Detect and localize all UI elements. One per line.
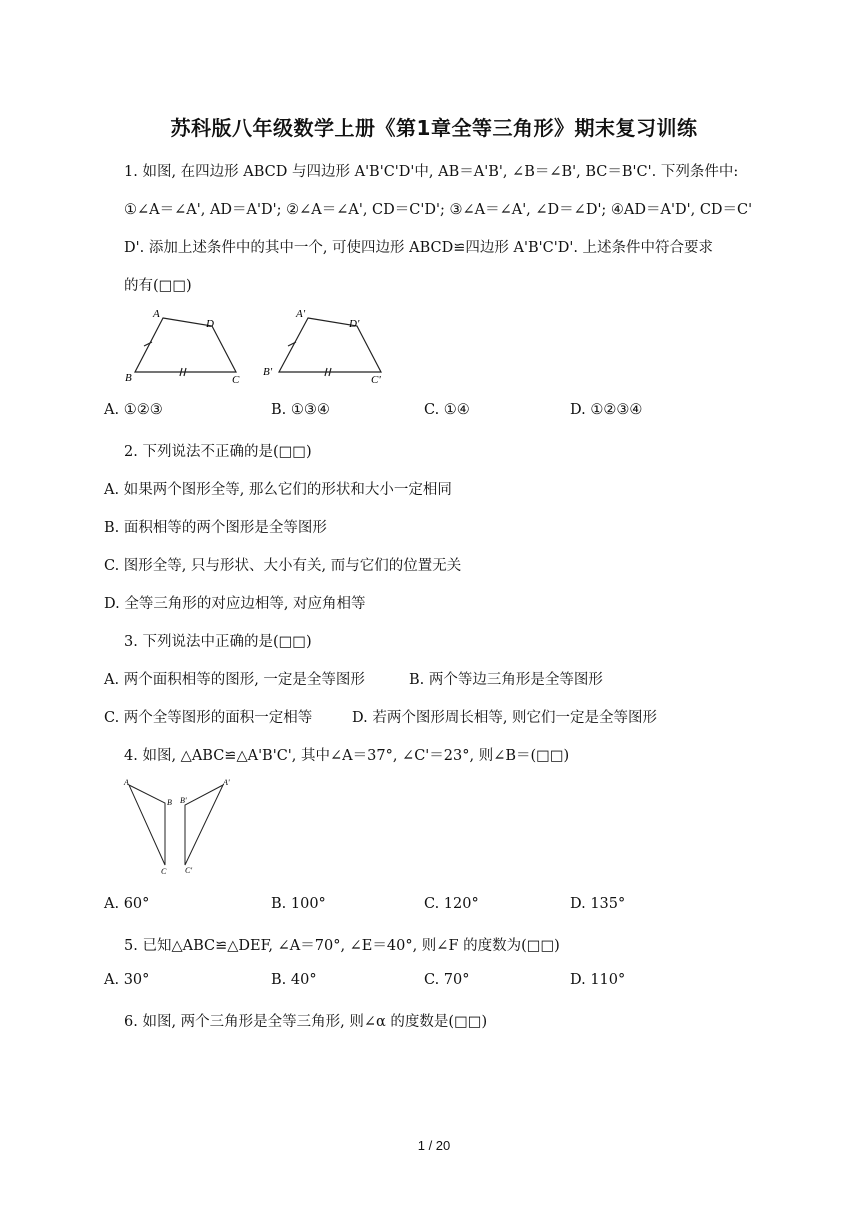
triangle-a2b2c2	[185, 785, 223, 865]
q2-option-b: B. 面积相等的两个图形是全等图形	[104, 520, 327, 536]
label-b-prime: B'	[180, 796, 187, 805]
q6-stem: 6. 如图, 两个三角形是全等三角形, 则∠α 的度数是(□□)	[124, 1014, 488, 1030]
q1-option-c: C. ①④	[424, 402, 470, 418]
q2-option-d: D. 全等三角形的对应边相等, 对应角相等	[104, 596, 366, 612]
q3-option-b: B. 两个等边三角形是全等图形	[409, 672, 603, 688]
label-c-prime: C'	[185, 866, 193, 875]
q1-stem-line1: 1. 如图, 在四边形 ABCD 与四边形 A'B'C'D'中, AB＝A'B', ∠B＝∠B', BC＝B'C'. 下列条件中:	[124, 164, 739, 180]
q2-option-a: A. 如果两个图形全等, 那么它们的形状和大小一定相同	[104, 482, 452, 498]
q1-option-b: B. ①③④	[271, 402, 330, 418]
q1-stem-line3: D'. 添加上述条件中的其中一个, 可使四边形 ABCD≌四边形 A'B'C'D'. 上述条件中符合要求	[124, 240, 714, 256]
label-b-prime: B'	[263, 366, 273, 378]
q4-triangle-figures	[115, 775, 245, 880]
q5-stem: 5. 已知△ABC≌△DEF, ∠A＝70°, ∠E＝40°, 则∠F 的度数为(□□)	[124, 938, 560, 954]
quadrilateral-a2b2c2d2	[279, 318, 381, 376]
q4-option-b: B. 100°	[271, 896, 326, 912]
page-number: 1 / 20	[417, 1138, 451, 1153]
q4-option-a: A. 60°	[104, 896, 150, 912]
q4-option-c: C. 120°	[424, 896, 479, 912]
label-c: C	[161, 867, 167, 876]
label-a: A	[124, 778, 129, 787]
q4-stem: 4. 如图, △ABC≌△A'B'C', 其中∠A＝37°, ∠C'＝23°, 则∠B＝(□□)	[124, 748, 570, 764]
quadrilateral-abcd	[135, 318, 236, 376]
q5-option-c: C. 70°	[424, 972, 470, 988]
document-title: 苏科版八年级数学上册《第1章全等三角形》期末复习训练	[170, 116, 698, 140]
label-b: B	[125, 372, 132, 384]
label-a: A	[153, 308, 160, 320]
q1-quadrilateral-figures	[115, 300, 405, 392]
q5-option-d: D. 110°	[570, 972, 626, 988]
q3-option-c: C. 两个全等图形的面积一定相等	[104, 710, 313, 726]
label-a-prime: A'	[296, 308, 306, 320]
label-d-prime: D'	[349, 318, 360, 330]
label-d: D	[206, 318, 214, 330]
q2-stem: 2. 下列说法不正确的是(□□)	[124, 444, 312, 460]
q5-option-a: A. 30°	[104, 972, 150, 988]
label-c-prime: C'	[371, 374, 381, 386]
q1-option-d: D. ①②③④	[570, 402, 643, 418]
label-c: C	[232, 374, 240, 386]
q1-stem-line4: 的有(□□)	[124, 278, 192, 294]
q3-option-a: A. 两个面积相等的图形, 一定是全等图形	[104, 672, 365, 688]
q3-option-d: D. 若两个图形周长相等, 则它们一定是全等图形	[352, 710, 658, 726]
triangle-abc	[129, 785, 165, 865]
q3-stem: 3. 下列说法中正确的是(□□)	[124, 634, 312, 650]
q1-option-a: A. ①②③	[104, 402, 163, 418]
label-b: B	[167, 798, 172, 807]
q5-option-b: B. 40°	[271, 972, 317, 988]
q2-option-c: C. 图形全等, 只与形状、大小有关, 而与它们的位置无关	[104, 558, 462, 574]
label-a-prime: A'	[223, 778, 230, 787]
q4-option-d: D. 135°	[570, 896, 626, 912]
q1-stem-line2: ①∠A＝∠A', AD＝A'D'; ②∠A＝∠A', CD＝C'D'; ③∠A＝∠A', ∠D＝∠D'; ④AD＝A'D', CD＝C'	[124, 202, 753, 218]
